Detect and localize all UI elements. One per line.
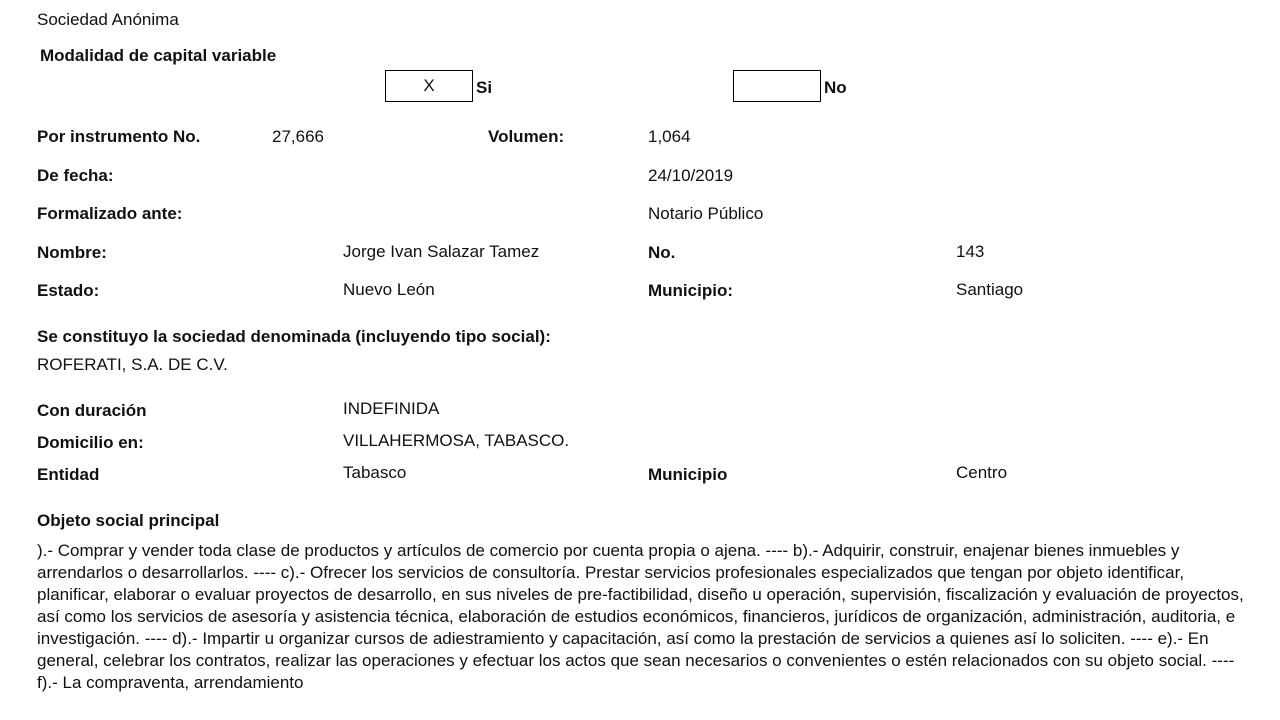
duration-value: INDEFINIDA <box>343 399 440 418</box>
si-checkbox[interactable]: X <box>385 70 473 102</box>
notary-municipality-value: Santiago <box>956 280 1024 299</box>
duration-label: Con duración <box>37 401 147 420</box>
volume-label: Volumen: <box>488 127 565 146</box>
entity-municipality-label: Municipio <box>648 465 728 484</box>
notary-name-value: Jorge Ivan Salazar Tamez <box>343 242 540 261</box>
si-label: Si <box>476 78 493 97</box>
society-name: ROFERATI, S.A. DE C.V. <box>37 355 228 374</box>
entity-label: Entidad <box>37 465 100 484</box>
notary-name-label: Nombre: <box>37 243 107 262</box>
domicile-label: Domicilio en: <box>37 433 144 452</box>
formalized-value: Notario Público <box>648 204 764 223</box>
no-label: No <box>824 78 847 97</box>
notary-state-label: Estado: <box>37 281 100 300</box>
objeto-heading: Objeto social principal <box>37 511 220 530</box>
notary-municipality-label: Municipio: <box>648 281 733 300</box>
entity-value: Tabasco <box>343 463 407 482</box>
no-checkbox[interactable] <box>733 70 821 102</box>
instrument-number-value: 27,666 <box>272 127 324 146</box>
formalized-label: Formalizado ante: <box>37 204 183 223</box>
volume-value: 1,064 <box>648 127 691 146</box>
notary-no-value: 143 <box>956 242 985 261</box>
capital-variable-heading: Modalidad de capital variable <box>40 46 277 65</box>
company-type: Sociedad Anónima <box>37 10 179 29</box>
notary-state-value: Nuevo León <box>343 280 435 299</box>
entity-municipality-value: Centro <box>956 463 1008 482</box>
date-value: 24/10/2019 <box>648 166 734 185</box>
objeto-text: ).- Comprar y vender toda clase de productos y artículos de comercio por cuenta propia o ajena. ---- b).- Adquirir, construir, enajenar bienes inmuebles y arrendarlos o desarrollarlos. ---- c).- Ofrecer los servicios de consultoría. Prestar servicios profesionales especializados que tengan por objeto identificar, planificar, elaborar o evaluar proyectos de desarrollo, en sus niveles de pre-factibilidad, diseño u operación, supervisión, fiscalización y evaluación de proyectos, así como los servicios de asesoría y asistencia técnica, elaboración de estudios económicos, financieros, jurídicos de organización, administración, auditoria, e investigación. ---- d).- Impartir u organizar cursos de adiestramiento y capacitación, así como la prestación de servicios a quienes así lo soliciten. ---- e).- En general, celebrar los contratos, realizar las operaciones y efectuar los actos que sean necesarios o convenientes o estén relacionados con su objeto social. ---- f).- La compraventa, arrendamiento <box>37 541 1244 692</box>
society-heading: Se constituyo la sociedad denominada (incluyendo tipo social): <box>37 327 551 346</box>
instrument-number-label: Por instrumento No. <box>37 127 201 146</box>
date-label: De fecha: <box>37 166 114 185</box>
notary-no-label: No. <box>648 243 676 262</box>
domicile-value: VILLAHERMOSA, TABASCO. <box>343 431 570 450</box>
